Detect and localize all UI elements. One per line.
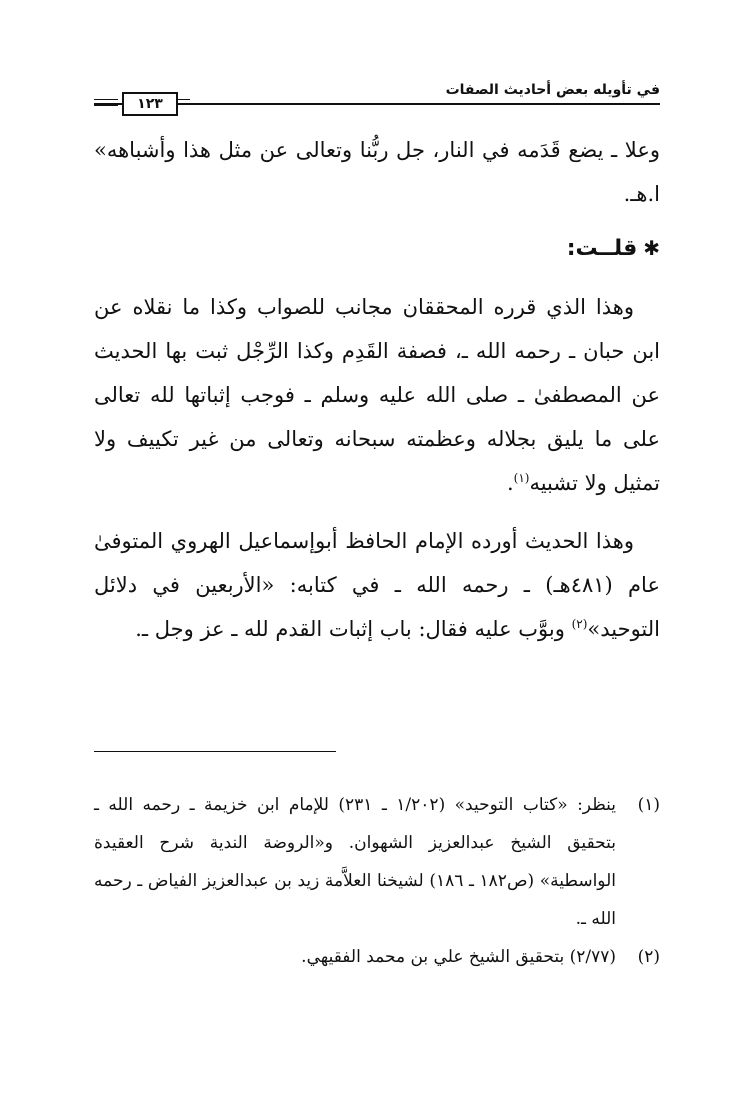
page-number: ١٢٣ [122,92,178,116]
header-rule [94,103,660,105]
footnote [94,786,660,938]
header-ornament-line [176,99,190,100]
section-heading [94,226,660,271]
paragraph-2 [94,519,660,651]
paragraph-1-text: وهذا الذي قرره المحققان مجانب للصواب وكذا ما نقلاه عن ابن حبان ـ رحمه الله ـ، فصفة القَدِم وكذا الرِّجْل ثبت بها الحديث عن المصطفىٰ ـ صلى الله عليه وسلم ـ فوجب إثباتها لله تعالى على ما يليق بجلاله وعظمته سبحانه وتعالى من غير تكييف ولا تمثيل ولا تشبيه [94,295,660,495]
paragraph-1-end: . [506,471,514,495]
footnotes [94,786,660,976]
footnote-number: (١) [637,795,660,815]
footnote-ref-1: (١) [513,471,530,485]
main-text [94,128,660,651]
footnote-separator [94,751,336,752]
running-header-title: في تأويله بعض أحاديث الصفات [445,82,660,98]
continuation-paragraph: وعلا ـ يضع قَدَمه في النار، جل ربُّنا وتعالى عن مثل هذا وأشباهه» ا.هـ. [94,138,660,206]
footnote [94,938,660,976]
footnote-number: (٢) [637,947,660,967]
footnote-text: (٢/٧٧) بتحقيق الشيخ علي بن محمد الفقيهي. [301,947,616,967]
asterisk-icon: ✱ [643,236,660,260]
section-heading-text: قلــت: [566,236,638,261]
paragraph-1 [94,285,660,505]
footnote-text: ينظر: «كتاب التوحيد» (١/٢٠٢ ـ ٢٣١) للإمام ابن خزيمة ـ رحمه الله ـ بتحقيق الشيخ عبدالعزيز الشهوان. و«الروضة الندية شرح العقيدة الواسطية» (ص١٨٢ ـ ١٨٦) لشيخنا العلاَّمة زيد بن عبدالعزيز الفياض ـ رحمه الله ـ. [94,795,616,929]
header-ornament-line [94,99,118,100]
header-ornament-line [94,105,118,106]
paragraph-2-text-b: وبوَّب عليه فقال: باب إثبات القدم لله ـ عز وجل ـ. [135,617,572,641]
footnote-ref-2: (٢) [571,617,588,631]
paragraph-2-text-a: وهذا الحديث أورده الإمام الحافظ أبوإسماعيل الهروي المتوفىٰ عام (٤٨١هـ) ـ رحمه الله ـ في كتابه: «الأربعين في دلائل التوحيد» [94,529,660,641]
